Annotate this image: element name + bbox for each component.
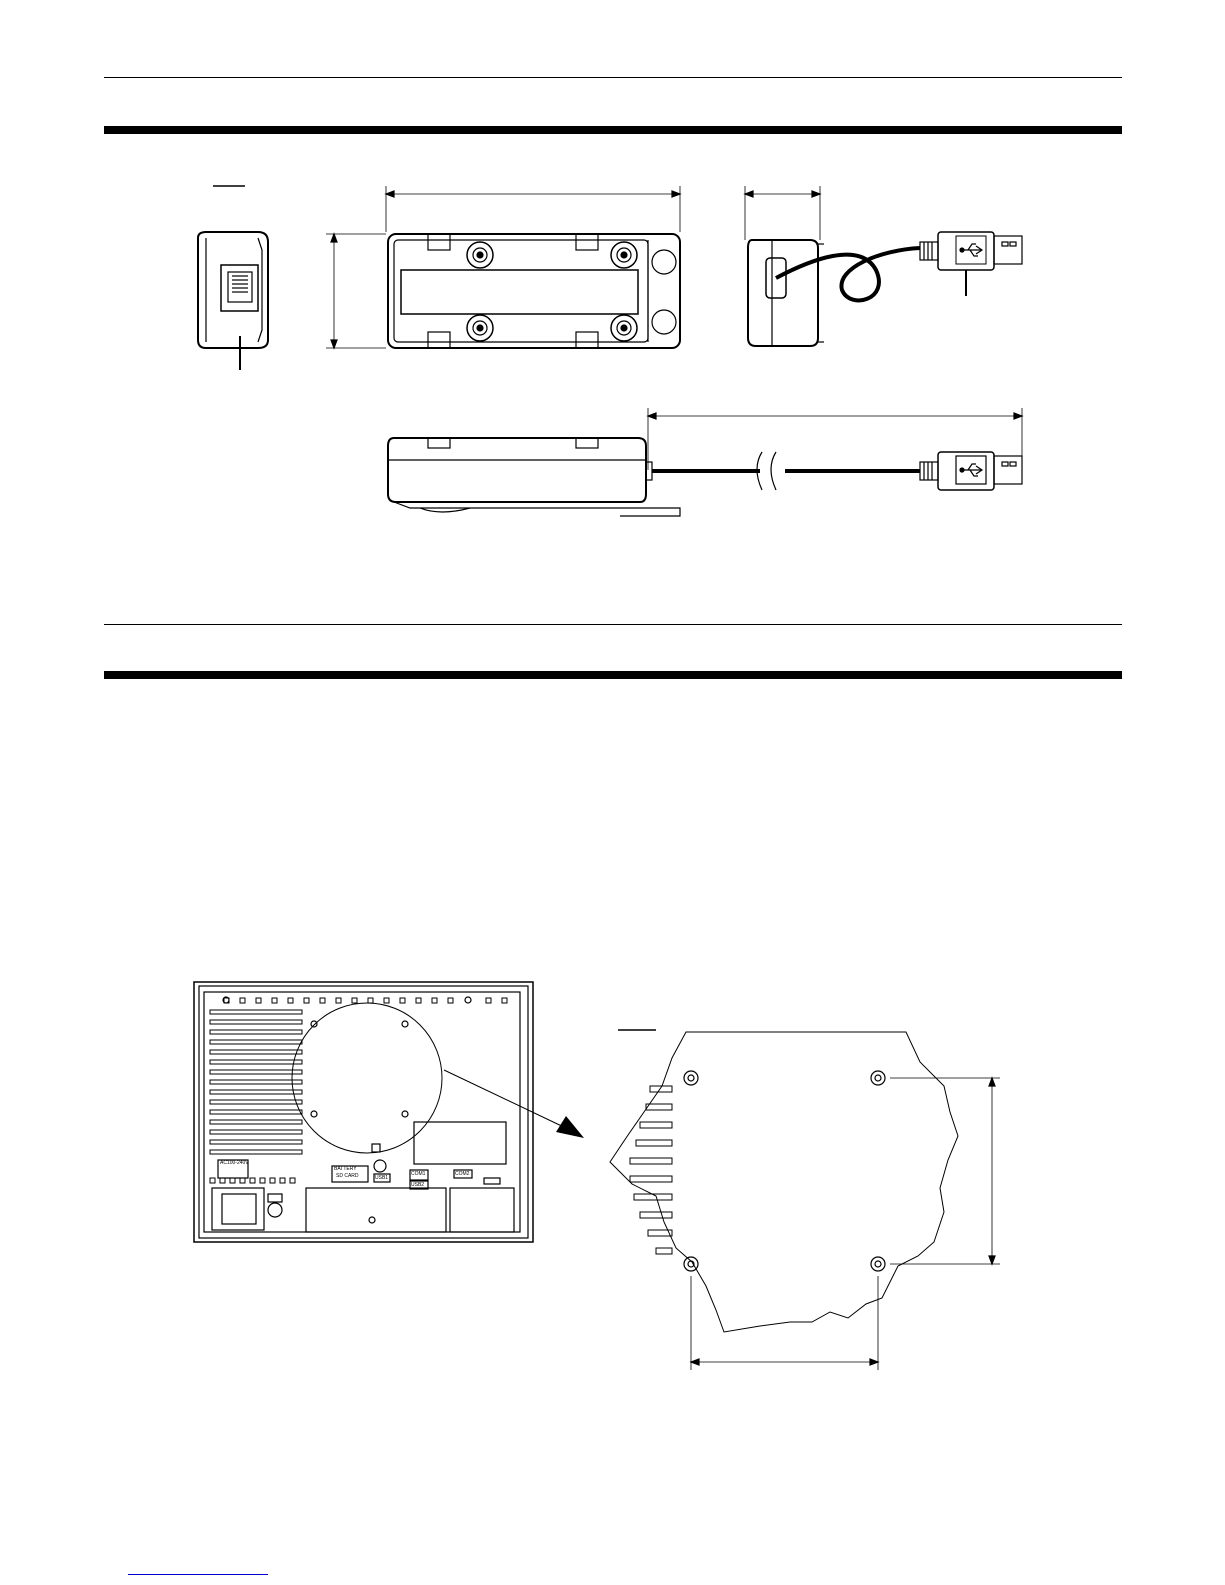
footer-link-underline[interactable] <box>128 1574 268 1575</box>
hmi-port-label: COM1 <box>411 1171 426 1177</box>
top-vent-row <box>224 998 507 1003</box>
hmi-port-label: USB2 <box>411 1182 425 1188</box>
hmi-port-label: BATTERY <box>334 1166 357 1172</box>
usb-icon <box>960 464 982 476</box>
adapter-front-view <box>198 186 268 370</box>
adapter-side-view <box>745 186 1022 346</box>
hmi-port-label: USB1 <box>375 1175 389 1181</box>
hmi-port-label: AC100-240V <box>220 1160 249 1166</box>
mounting-hole-detail <box>610 1030 1000 1370</box>
adapter-top-view <box>326 186 680 348</box>
hmi-port-label: SD CARD <box>336 1173 359 1179</box>
section-2-heading-bar <box>104 671 1122 679</box>
usb-icon <box>960 244 982 256</box>
adapter-lower-side-view <box>388 408 1022 516</box>
section-divider-rule <box>104 624 1122 625</box>
vent-slots <box>210 1010 302 1154</box>
hmi-port-label: COM2 <box>455 1171 470 1177</box>
usb-adapter-drawing <box>0 0 1225 620</box>
